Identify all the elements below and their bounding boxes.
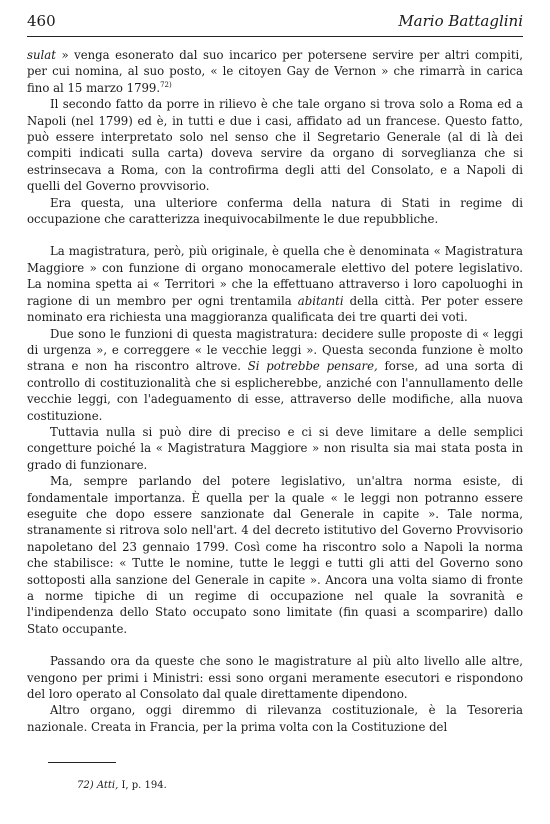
footnote-separator bbox=[48, 762, 116, 763]
text-run: Altro organo, oggi diremmo di rilevanza costituzionale, è la Tesoreria nazionale. Creata in Francia, per la prima volta con la Costituzione del bbox=[27, 703, 523, 734]
paragraph bbox=[27, 96, 523, 194]
text-run: La magistratura, però, più originale, è quella che è denominata « Magistratura Maggiore » con funzione di organo monocamerale elettivo del potere legislativo. La nomina spetta ai « Territori » che la effettuano attraverso i loro capoluoghi in ragione di un membro per ogni trentamila bbox=[27, 244, 523, 308]
text-run: » venga esonerato dal suo incarico per potersene servire per altri compiti, per cui nomina, al suo posto, « le citoyen Gay de Vernon » che rimarrà in carica fino al 15 marzo 1799. bbox=[27, 48, 523, 95]
running-title: Mario Battaglini bbox=[398, 12, 523, 30]
text-run: Due sono le funzioni di questa magistratura: decidere sulle proposte di « leggi di urgenza », e correggere « le vecchie leggi ». Questa seconda funzione è molto strana e non ha riscontro altrove. bbox=[27, 326, 523, 374]
text-run: abitanti bbox=[297, 293, 344, 308]
paragraph bbox=[27, 702, 523, 735]
paragraph bbox=[27, 243, 523, 325]
footnote-reference: 72) bbox=[160, 80, 172, 89]
text-run: Il secondo fatto da porre in rilievo è che tale organo si trova solo a Roma ed a Napoli (nel 1799) ed è, in tutti e due i casi, affidato ad un francese. Questo fatto, può essere interpretato solo nel senso che il Segretario Generale (al di là dei compiti indicati sulla carta) doveva servire da organo di sorveglianza che si estrinsecava a Roma, con la controfirma degli atti del Consolato, e a Napoli di quelli del Governo provvisorio. bbox=[27, 97, 523, 194]
page-header bbox=[27, 10, 523, 37]
footnote-ref: I, p. 194. bbox=[118, 780, 167, 791]
text-run: forse, ad una sorta di controllo di costituzionalità che si esplicherebbe, anziché con l'annullamento delle vecchie leggi, con l'adeguamento di esse, attraverso delle modifiche, alla nuova costituzione. bbox=[27, 359, 523, 423]
footnote-source: Atti, bbox=[96, 780, 119, 791]
paragraph bbox=[27, 47, 523, 96]
paragraph bbox=[27, 424, 523, 473]
footnote bbox=[77, 780, 167, 791]
paragraph bbox=[27, 653, 523, 702]
paragraph bbox=[27, 473, 523, 637]
text-run: Era questa, una ulteriore conferma della natura di Stati in regime di occupazione che caratterizza inequivocabilmente le due repubbliche. bbox=[27, 195, 523, 227]
paragraph bbox=[27, 195, 523, 228]
text-run: Ma, sempre parlando del potere legislativo, un'altra norma esiste, di fondamentale importanza. È quella per la quale « le leggi non potranno essere eseguite che dopo essere sanzionate dal Generale in capite ». Tale norma, stranamente si ritrova solo nell'art. 4 del decreto istitutivo del Governo Provvisorio napoletano del 23 gennaio 1799. Così come ha riscontro solo a Napoli la norma che stabilisce: « Tutte le nomine, tutte le leggi e tutti gli atti del Governo sono sottoposti alla sanzione del Generale in capite ». Ancora una volta siamo di fronte a norme tipiche di un regime di occupazione nel quale la sovranità e l'indipendenza dello Stato occupato sono limitate (fin quasi a scomparire) dallo Stato occupante. bbox=[27, 474, 523, 636]
text-run: Tuttavia nulla si può dire di preciso e ci si deve limitare a delle semplici congetture poiché la « Magistratura Maggiore » non risulta sia mai stata posta in grado di funzionare. bbox=[27, 424, 523, 472]
text-run: Si potrebbe pensare, bbox=[247, 359, 378, 374]
paragraph bbox=[27, 326, 523, 424]
text-run: Passando ora da queste che sono le magistrature al più alto livello alle altre, vengono per primi i Ministri: essi sono organi meramente esecutori e rispondono del loro operato al Consolato dal quale direttamente dipendono. bbox=[27, 654, 523, 702]
footnote-marker: 72) bbox=[77, 780, 94, 791]
page-number: 460 bbox=[27, 12, 56, 30]
text-run: sulat bbox=[27, 48, 56, 62]
body-text bbox=[27, 47, 523, 735]
text-run: della città. Per poter essere nominato era richiesta una maggioranza qualificata dei tre quarti dei voti. bbox=[27, 293, 523, 325]
